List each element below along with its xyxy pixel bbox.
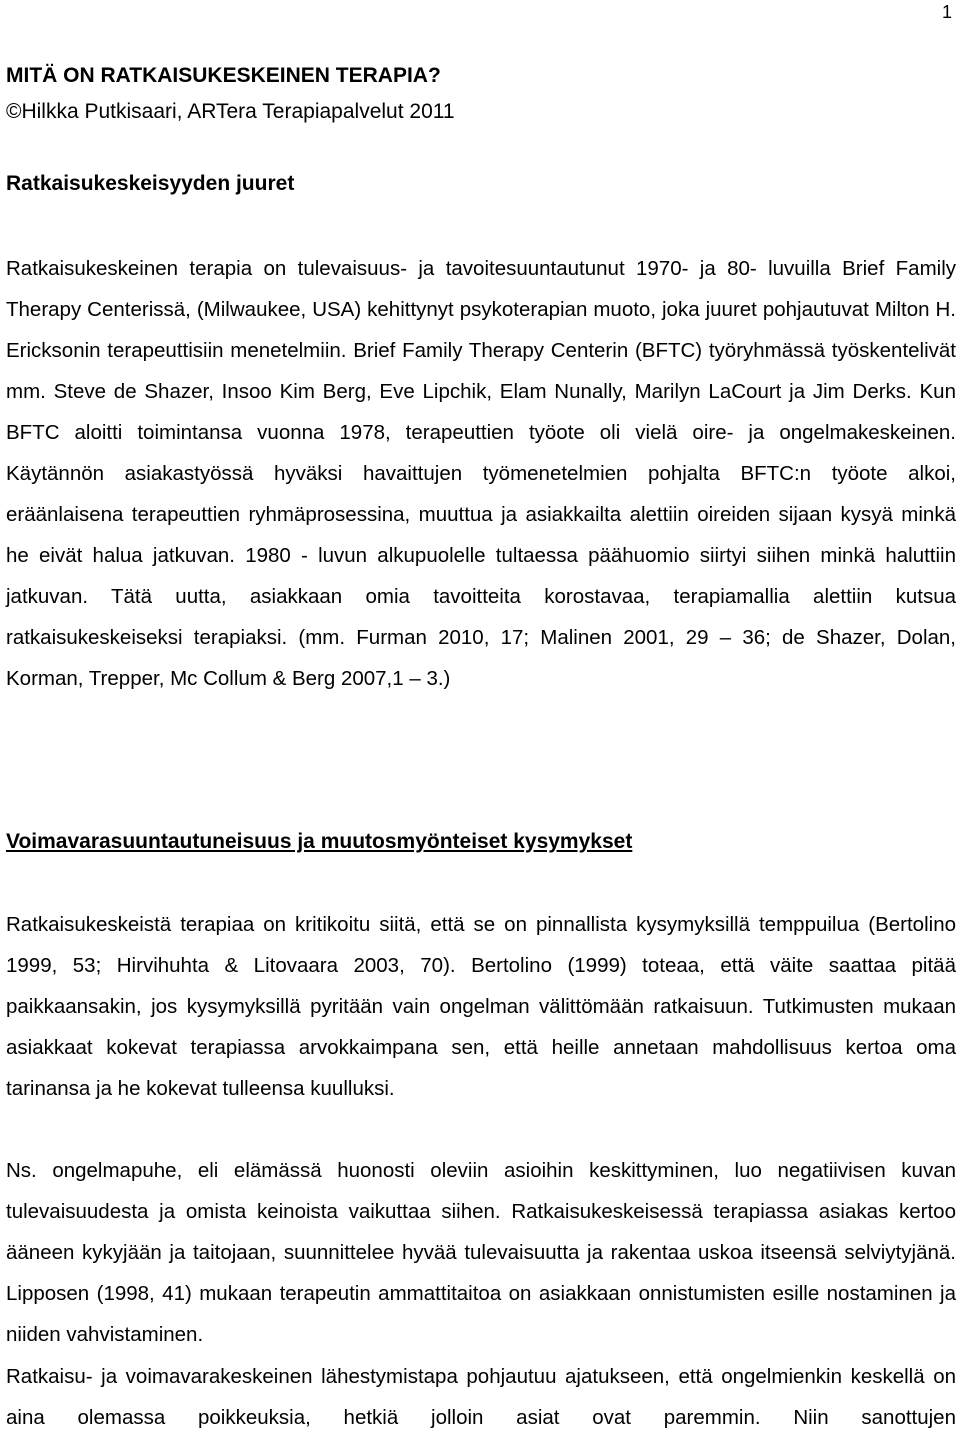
page-number: 1 [941,2,952,22]
paragraph-exceptions: Ratkaisu- ja voimavarakeskeinen lähestymistapa pohjautuu ajatukseen, että ongelmienkin keskellä on aina olemassa poikkeuksia, hetkiä jolloin asiat ovat paremmin. Niin sanottujen [6,1365,956,1429]
paragraph-roots: Ratkaisukeskeinen terapia on tulevaisuus- ja tavoitesuuntautunut 1970- ja 80- luvuilla Brief Family Therapy Centerissä, (Milwaukee, USA) kehittynyt psykoterapian muoto, joka juuret pohjautuvat Milton H. Ericksonin terapeuttisiin menetelmiin. Brief Family Therapy Centerin (BFTC) työryhmässä työskentelivät mm. Steve de Shazer, Insoo Kim Berg, Eve Lipchik, Elam Nunally, Marilyn LaCourt ja Jim Derks. Kun BFTC aloitti toimintansa vuonna 1978, terapeuttien työote oli vielä oire- ja ongelmakeskeinen. Käytännön asiakastyössä hyväksi havaittujen työmenetelmien pohjalta BFTC:n työote alkoi, eräänlaisena terapeuttien ryhmäprosessina, muuttua ja asiakkailta alettiin oireiden sijaan kysyä minkä he eivät halua jatkuvan. 1980 - luvun alkupuolelle tultaessa päähuomio siirtyi siihen minkä haluttiin jatkuvan. Tätä uutta, asiakkaan omia tavoitteita korostavaa, terapiamallia alettiin kutsua ratkaisukeskeiseksi terapiaksi. (mm. Furman 2010, 17; Malinen 2001, 29 – 36; de Shazer, Dolan, Korman, Trepper, Mc Collum & Berg 2007,1 – 3.) [6,257,956,690]
section-heading-roots: Ratkaisukeskeisyyden juuret [6,172,295,195]
paragraph-criticism: Ratkaisukeskeistä terapiaa on kritikoitu siitä, että se on pinnallista kysymyksillä temppuilua (Bertolino 1999, 53; Hirvihuhta & Litovaara 2003, 70). Bertolino (1999) toteaa, että väite saattaa pitää paikkaansakin, jos kysymyksillä pyritään vain ongelman välittömään ratkaisuun. Tutkimusten mukaan asiakkaat kokevat terapiassa arvokkaimpana sen, että heille annetaan mahdollisuus kertoa oma tarinansa ja he kokevat tulleensa kuulluksi. [6,913,956,1100]
paragraph-problem-talk: Ns. ongelmapuhe, eli elämässä huonosti oleviin asioihin keskittyminen, luo negatiivisen kuvan tulevaisuudesta ja omista keinoista vaikuttaa siihen. Ratkaisukeskeisessä terapiassa asiakas kertoo ääneen kykyjään ja taitojaan, suunnittelee hyvää tulevaisuutta ja rakentaa uskoa itseensä selviytyjänä. Lipposen (1998, 41) mukaan terapeutin ammattitaitoa on asiakkaan onnistumisten esille nostaminen ja niiden vahvistaminen. [6,1159,956,1346]
page-title: MITÄ ON RATKAISUKESKEINEN TERAPIA? [6,64,441,87]
section-heading-resources: Voimavarasuuntautuneisuus ja muutosmyönteiset kysymykset [6,830,633,853]
author-line: ©Hilkka Putkisaari, ARTera Terapiapalvelut 2011 [6,100,455,123]
